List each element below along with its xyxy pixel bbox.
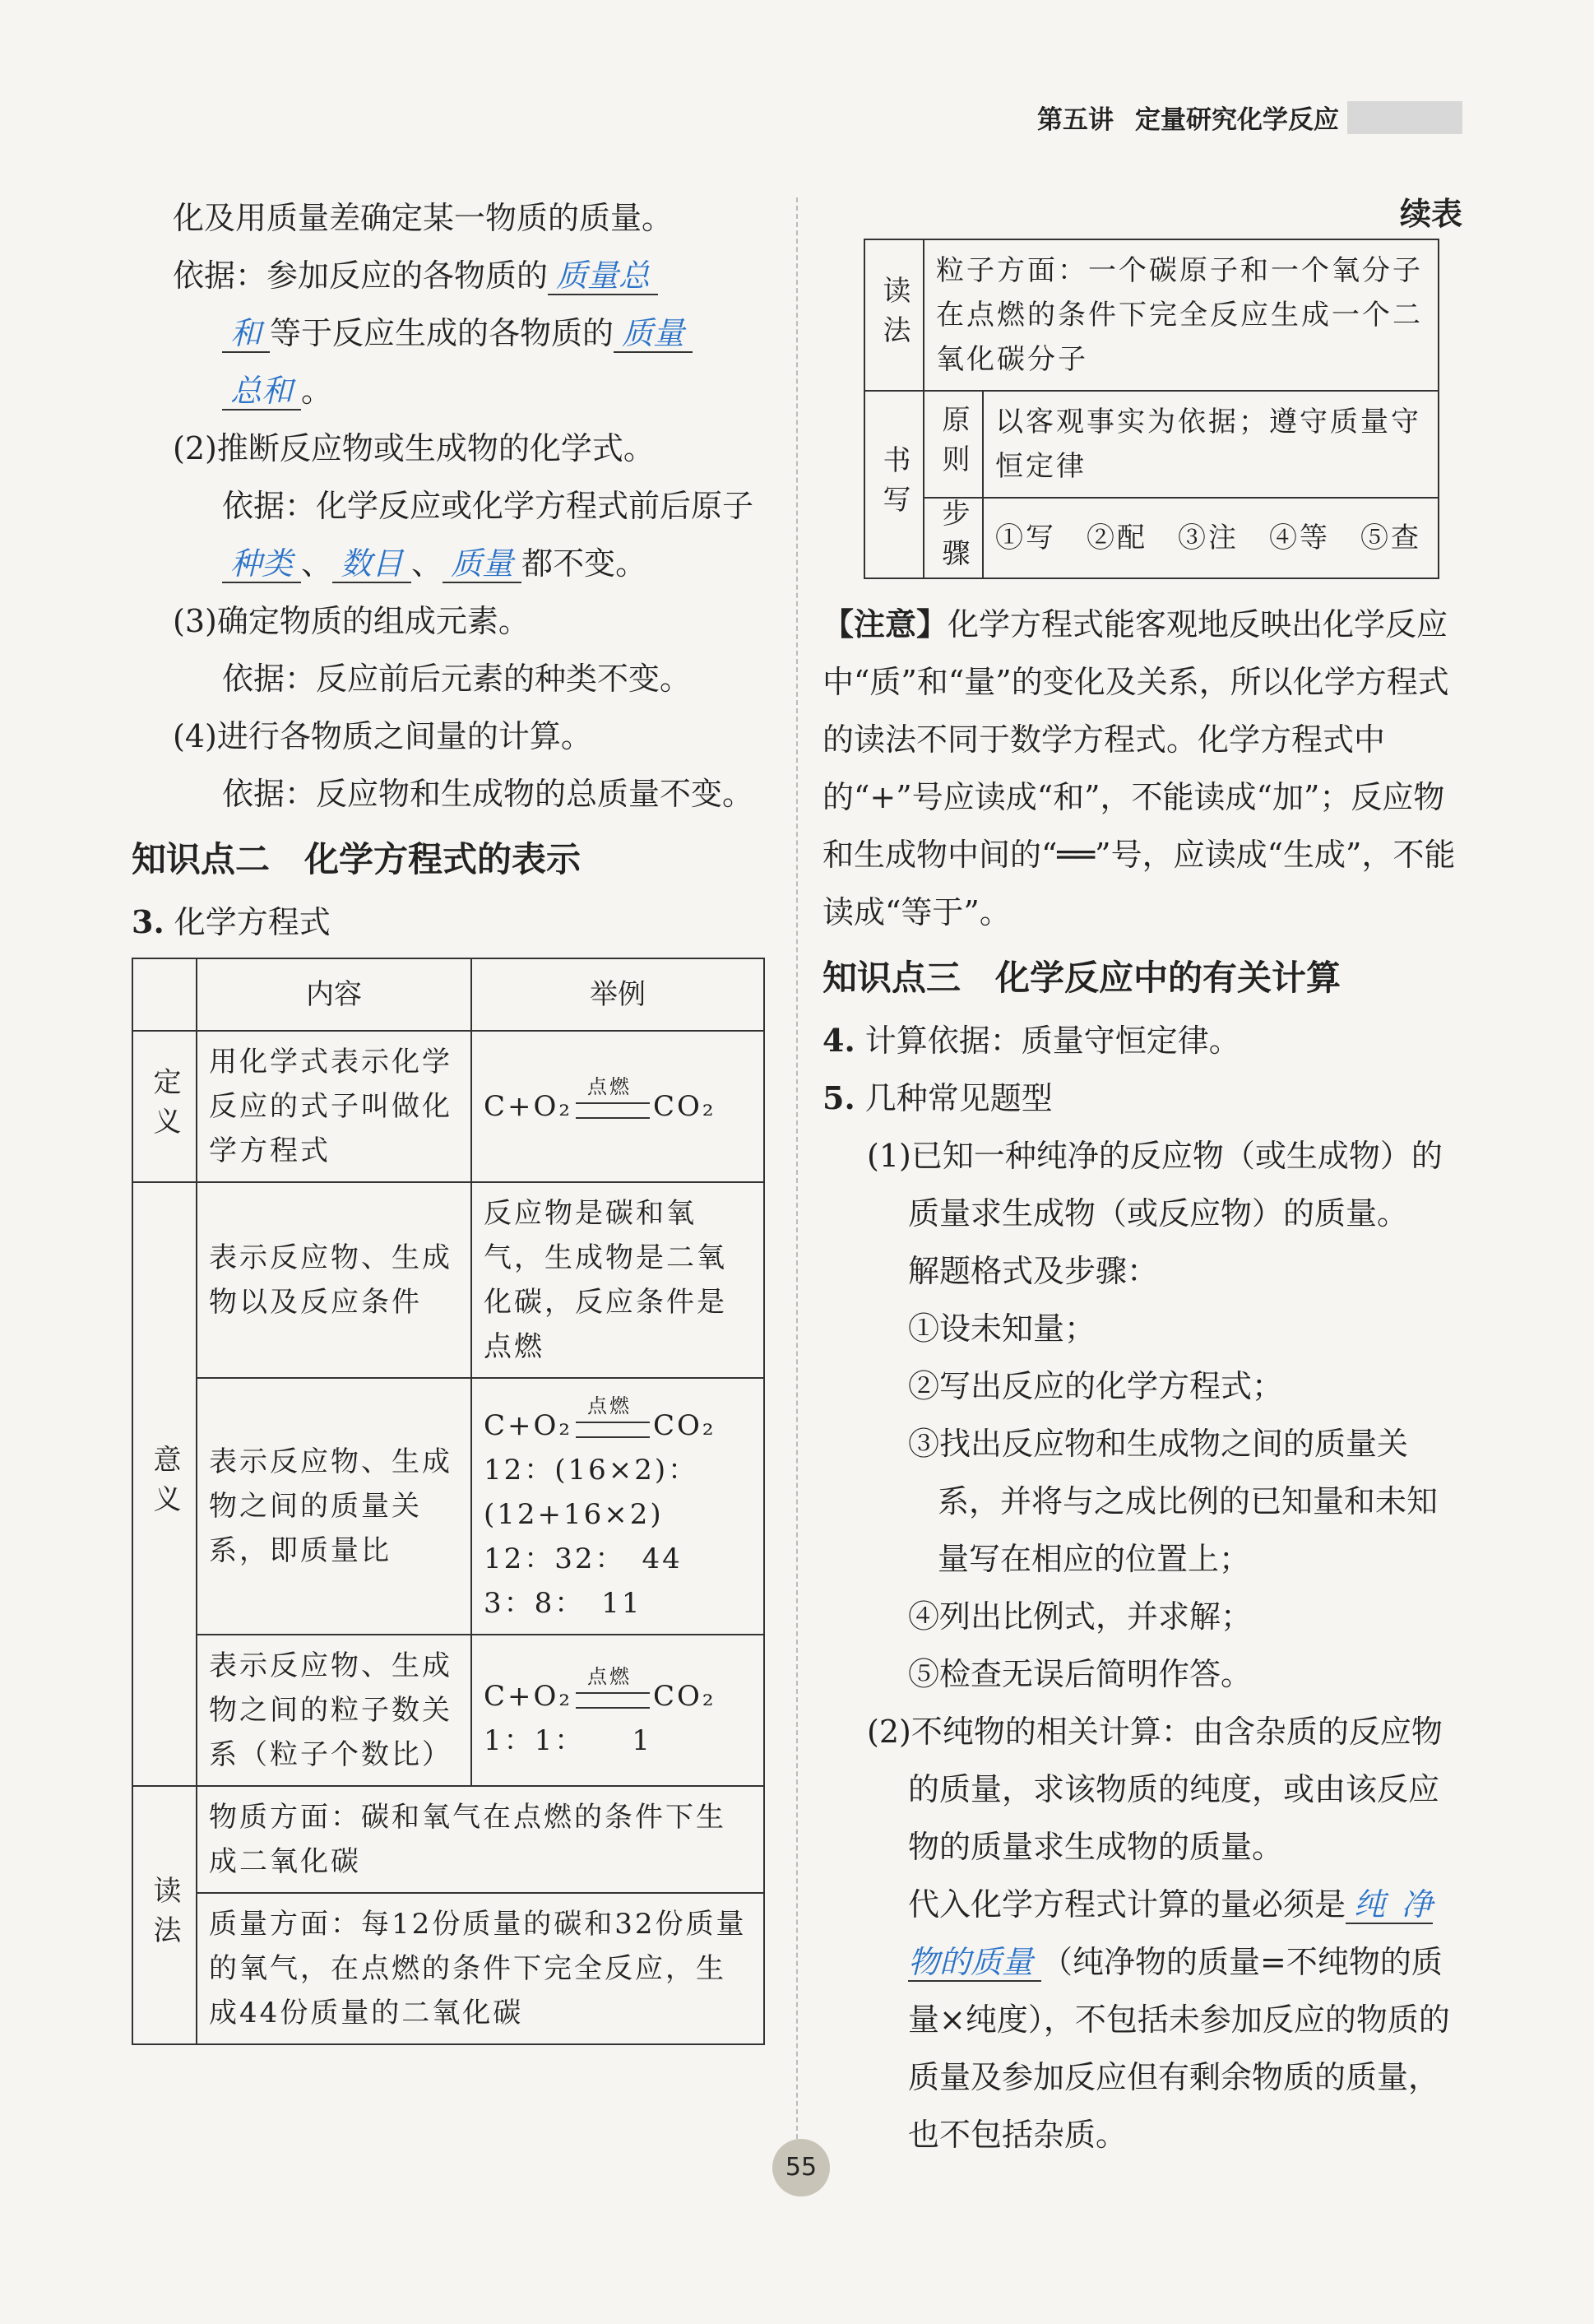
step-5: ⑤检查无误后简明作答。 xyxy=(908,1656,1253,1692)
meaning-3-example xyxy=(471,1635,764,1786)
text: 等于反应生成的各物质的 xyxy=(270,315,614,351)
type-2-rule xyxy=(822,1876,1462,2164)
format-label: 解题格式及步骤： xyxy=(908,1253,1159,1289)
equation-sign xyxy=(576,1075,650,1119)
chemical-equation xyxy=(484,1075,716,1129)
label-steps: 步骤 xyxy=(924,498,983,578)
meaning-2-example xyxy=(471,1378,764,1635)
type-1: (1)已知一种纯净的反应物（或生成物）的质量求生成物（或反应物）的质量。 xyxy=(867,1138,1443,1232)
answer-blank: 和 xyxy=(222,315,270,353)
continued-table-label: 续表 xyxy=(1399,196,1462,232)
lecture-label: 第五讲 xyxy=(1037,105,1114,135)
reactants: C+O₂ xyxy=(484,1409,573,1442)
section-heading-2: 知识点二 化学方程式的表示 xyxy=(132,839,582,879)
item-2: (2)推断反应物或生成物的化学式。 xyxy=(173,430,655,466)
question-text: 几种常见题型 xyxy=(864,1080,1053,1116)
meaning-1-example: 反应物是碳和氧气，生成物是二氧化碳，反应条件是点燃 xyxy=(471,1182,764,1378)
answer-blank: 种类 xyxy=(222,545,301,583)
text: 代入化学方程式计算的量必须是 xyxy=(908,1886,1346,1923)
basis-1-cont xyxy=(132,304,765,362)
meaning-2-content: 表示反应物、生成物之间的质量关系，即质量比 xyxy=(197,1378,471,1635)
steps-text: ①写 ②配 ③注 ④等 ⑤查 xyxy=(983,498,1439,578)
products: CO₂ xyxy=(653,1680,716,1713)
type-2: (2)不纯物的相关计算：由含杂质的反应物的质量，求该物质的纯度，或由该反应物的质量求生成物的质量。 xyxy=(867,1714,1443,1865)
item-4: (4)进行各物质之间量的计算。 xyxy=(173,718,592,754)
mass-ratio-line: 3：8： 11 xyxy=(484,1587,642,1620)
page-header xyxy=(1037,99,1462,136)
question-title: 化学方程式 xyxy=(174,904,331,940)
section-heading-3: 知识点三 化学反应中的有关计算 xyxy=(822,958,1341,998)
answer-blank: 质量 xyxy=(443,545,521,583)
question-number: 3. xyxy=(132,903,164,940)
reactants: C+O₂ xyxy=(484,1090,573,1123)
reading-mass: 质量方面：每12份质量的碳和32份质量的氧气，在点燃的条件下完全反应，生成44份质量的二氧化碳 xyxy=(197,1893,764,2044)
note-tag: 【注意】 xyxy=(822,606,948,642)
reactants: C+O₂ xyxy=(484,1680,573,1713)
meaning-3-content: 表示反应物、生成物之间的粒子数关系（粒子个数比） xyxy=(197,1635,471,1786)
reaction-condition: 点燃 xyxy=(587,1665,633,1688)
basis-2: 依据：化学反应或化学方程式前后原子 xyxy=(222,488,754,524)
chemical-equation xyxy=(484,1394,716,1448)
basis-1-end xyxy=(132,362,765,420)
question-3 xyxy=(132,893,765,951)
reaction-condition: 点燃 xyxy=(587,1394,633,1417)
question-number: 5. xyxy=(822,1079,855,1116)
item-3: (3)确定物质的组成元素。 xyxy=(173,603,530,639)
text: （纯净物的质量=不纯物的质量×纯度），不包括未参加反应的物质的质量及参加反应但有剩余物质的质量，也不包括杂质。 xyxy=(908,1944,1450,2153)
answer-blank: 数目 xyxy=(332,545,411,583)
col-header-content: 内容 xyxy=(197,958,471,1031)
text-line: 化及用质量差确定某一物质的质量。 xyxy=(173,200,674,236)
answer-blank: 质量总 xyxy=(548,257,658,295)
text: 都不变。 xyxy=(521,545,647,582)
lecture-title: 定量研究化学反应 xyxy=(1135,105,1339,135)
text: 依据：参加反应的各物质的 xyxy=(173,257,549,294)
mass-ratio-line: (12+16×2) xyxy=(484,1498,664,1531)
label-principle: 原则 xyxy=(924,391,983,498)
question-5 xyxy=(822,1069,1462,1127)
question-text: 计算依据：质量守恒定律。 xyxy=(864,1023,1240,1059)
text: 。 xyxy=(301,373,333,409)
corner-cell xyxy=(132,958,197,1031)
right-column xyxy=(822,189,1462,2164)
header-decoration xyxy=(1347,101,1462,134)
row-label-reading: 读法 xyxy=(864,239,924,391)
mass-ratio-line: 12：32： 44 xyxy=(484,1542,683,1575)
step-4: ④列出比例式，并求解； xyxy=(908,1598,1253,1635)
step-2: ②写出反应的化学方程式； xyxy=(908,1368,1284,1404)
column-divider xyxy=(796,197,798,2155)
products: CO₂ xyxy=(653,1409,716,1442)
basis-1 xyxy=(132,247,765,304)
left-column xyxy=(132,189,765,2045)
basis-4: 依据：反应物和生成物的总质量不变。 xyxy=(222,776,754,812)
basis-2-cont xyxy=(132,535,765,592)
chemical-equation xyxy=(484,1665,716,1719)
reading-particle: 粒子方面：一个碳原子和一个氧分子在点燃的条件下完全反应生成一个二氧化碳分子 xyxy=(924,239,1439,391)
row-label-meaning: 意义 xyxy=(132,1182,197,1786)
answer-blank: 净物的质量 xyxy=(908,1886,1434,1980)
equation-sign xyxy=(576,1665,650,1709)
continued-table xyxy=(864,239,1439,579)
col-header-example: 举例 xyxy=(471,958,764,1031)
reaction-condition: 点燃 xyxy=(587,1075,633,1098)
note-text: 化学方程式能客观地反映出化学反应中“质”和“量”的变化及关系，所以化学方程式的读法不同于数学方程式。化学方程式中的“+”号应读成“和”，不能读成“加”；反应物和生成物中间的“══”号，应读成“生成”，不能读成“等于”。 xyxy=(822,606,1456,930)
row-label-writing: 书写 xyxy=(864,391,924,578)
row-label-reading: 读法 xyxy=(132,1786,197,2044)
reading-substance: 物质方面：碳和氧气在点燃的条件下生成二氧化碳 xyxy=(197,1786,764,1893)
principle-text: 以客观事实为依据；遵守质量守恒定律 xyxy=(983,391,1439,498)
separator: 、 xyxy=(301,545,333,582)
row-label-definition: 定义 xyxy=(132,1031,197,1182)
equation-sign xyxy=(576,1394,650,1438)
definition-content: 用化学式表示化学反应的式子叫做化学方程式 xyxy=(197,1031,471,1182)
particle-ratio: 1：1： 1 xyxy=(484,1724,652,1757)
meaning-1-content: 表示反应物、生成物以及反应条件 xyxy=(197,1182,471,1378)
products: CO₂ xyxy=(653,1090,716,1123)
step-3: ③找出反应物和生成物之间的质量关系，并将与之成比例的已知量和未知量写在相应的位置上； xyxy=(908,1426,1439,1577)
separator: 、 xyxy=(411,545,443,582)
note xyxy=(822,596,1462,941)
answer-blank: 总和 xyxy=(222,373,301,411)
page-number: 55 xyxy=(772,2139,830,2196)
answer-blank: 质量 xyxy=(614,315,693,353)
step-1: ①设未知量； xyxy=(908,1310,1096,1347)
definition-example xyxy=(471,1031,764,1182)
mass-ratio-line: 12：(16×2)： xyxy=(484,1454,699,1487)
question-number: 4. xyxy=(822,1022,855,1059)
equation-table xyxy=(132,958,765,2045)
basis-3: 依据：反应前后元素的种类不变。 xyxy=(222,661,692,697)
question-4 xyxy=(822,1012,1462,1069)
answer-blank: 纯 xyxy=(1346,1886,1393,1924)
